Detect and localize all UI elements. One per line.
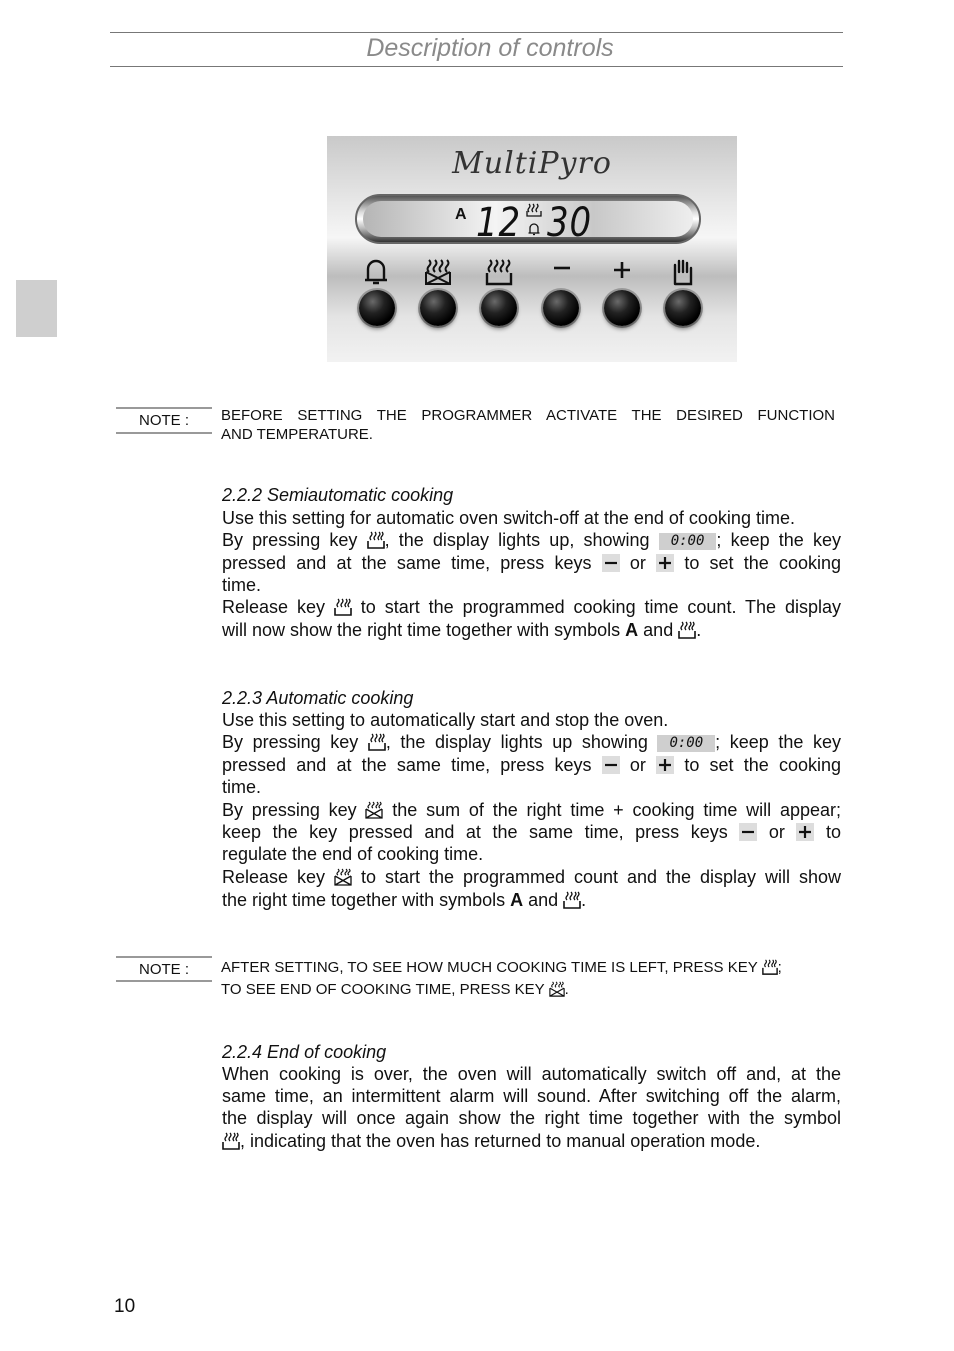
programmer-display [355, 194, 701, 244]
end-cooking-icon [549, 981, 565, 997]
bell-icon [363, 258, 389, 286]
note-text: AFTER SETTING, TO SEE HOW MUCH COOKING TIME IS LEFT, PRESS KEY ; [221, 959, 782, 976]
paragraph-line: the right time together with symbols A and . [222, 890, 587, 910]
knob-manual[interactable] [665, 290, 701, 326]
section-title: 2.2.2 Semiautomatic cooking [222, 485, 454, 505]
note-text: TO SEE END OF COOKING TIME, PRESS KEY . [221, 981, 569, 998]
paragraph-line: pressed and at the same time, press keys or to set the cooking [222, 755, 841, 775]
knob-cooking-time[interactable] [481, 290, 517, 326]
paragraph-line: time. [222, 777, 262, 797]
display-readout: 0:00 [657, 735, 715, 752]
cooking-time-icon [678, 621, 696, 639]
note-rule-top [116, 956, 212, 958]
knob-minus[interactable] [543, 290, 579, 326]
plus-icon [609, 258, 635, 286]
header-rule-bottom [110, 66, 843, 67]
note-rule-bottom [116, 980, 212, 982]
section-title: 2.2.3 Automatic cooking [222, 688, 414, 708]
knob-plus[interactable] [604, 290, 640, 326]
plus-icon [656, 554, 674, 572]
note-label: NOTE : [138, 412, 189, 429]
cooking-time-icon [334, 598, 352, 616]
cooking-time-icon [484, 258, 514, 286]
minus-icon [739, 823, 757, 841]
paragraph-line: Use this setting for automatic oven switch-off at the end of cooking time. [222, 508, 795, 528]
paragraph-line: Use this setting to automatically start and stop the oven. [222, 710, 669, 730]
knob-bell[interactable] [359, 290, 395, 326]
note-label: NOTE : [138, 961, 189, 978]
paragraph-line: , indicating that the oven has returned to manual operation mode. [222, 1130, 841, 1152]
paragraph-line: time. [222, 575, 262, 595]
paragraph-line: keep the key pressed and at the same time, press keys or to [222, 822, 842, 842]
page-title: Description of controls [366, 34, 614, 62]
side-tab-marker [16, 280, 57, 337]
paragraph-line: will now show the right time together with symbols A and . [222, 620, 702, 640]
end-cooking-icon [423, 258, 453, 286]
bell-icon [528, 222, 540, 241]
plus-icon [656, 756, 674, 774]
paragraph-line: same time, an intermittent alarm will sound. After switching off the alarm, [222, 1086, 841, 1106]
end-cooking-icon [334, 868, 352, 886]
minus-icon [602, 756, 620, 774]
paragraph-line: By pressing key , the display lights up showing 0:00 ; keep the key [222, 732, 841, 752]
cooking-time-icon [762, 959, 778, 975]
cooking-time-icon [526, 203, 542, 222]
paragraph-line: Release key to start the programmed cooking time count. The display [222, 597, 841, 617]
paragraph-line: By pressing key the sum of the right time + cooking time will appear; [222, 800, 841, 820]
paragraph-line: Release key to start the programmed count and the display will show [222, 867, 841, 887]
paragraph-line: the display will once again show the right time together with the symbol [222, 1108, 841, 1128]
note-text: AND TEMPERATURE. [221, 426, 373, 443]
manual-hand-icon [669, 258, 695, 286]
header-rule-top [110, 32, 843, 33]
brand-logo: MultiPyro [452, 146, 612, 181]
cooking-time-icon [367, 531, 385, 549]
display-mode-letter: A [455, 206, 467, 223]
minus-icon [549, 258, 575, 286]
paragraph-line: By pressing key , the display lights up, showing 0:00 ; keep the key [222, 530, 841, 550]
control-panel-illustration [327, 136, 737, 362]
display-minutes: 30 [547, 200, 592, 246]
end-cooking-icon [365, 801, 383, 819]
section-title: 2.2.4 End of cooking [222, 1042, 387, 1062]
paragraph-line: pressed and at the same time, press keys or to set the cooking [222, 553, 841, 573]
paragraph-line: regulate the end of cooking time. [222, 844, 484, 864]
note-text: BEFORE SETTING THE PROGRAMMER ACTIVATE THE DESIRED FUNCTION [221, 407, 835, 424]
plus-icon [796, 823, 814, 841]
cooking-time-icon [563, 891, 581, 909]
paragraph-line: When cooking is over, the oven will automatically switch off and, at the [222, 1064, 841, 1084]
minus-icon [602, 554, 620, 572]
note-rule-bottom [116, 432, 212, 434]
note-rule-top [116, 407, 212, 409]
page-number: 10 [114, 1296, 136, 1317]
cooking-time-icon [368, 733, 386, 751]
knob-end-cooking[interactable] [420, 290, 456, 326]
display-readout: 0:00 [659, 533, 717, 550]
display-hours: 12 [476, 200, 521, 246]
cooking-time-icon [222, 1132, 240, 1150]
